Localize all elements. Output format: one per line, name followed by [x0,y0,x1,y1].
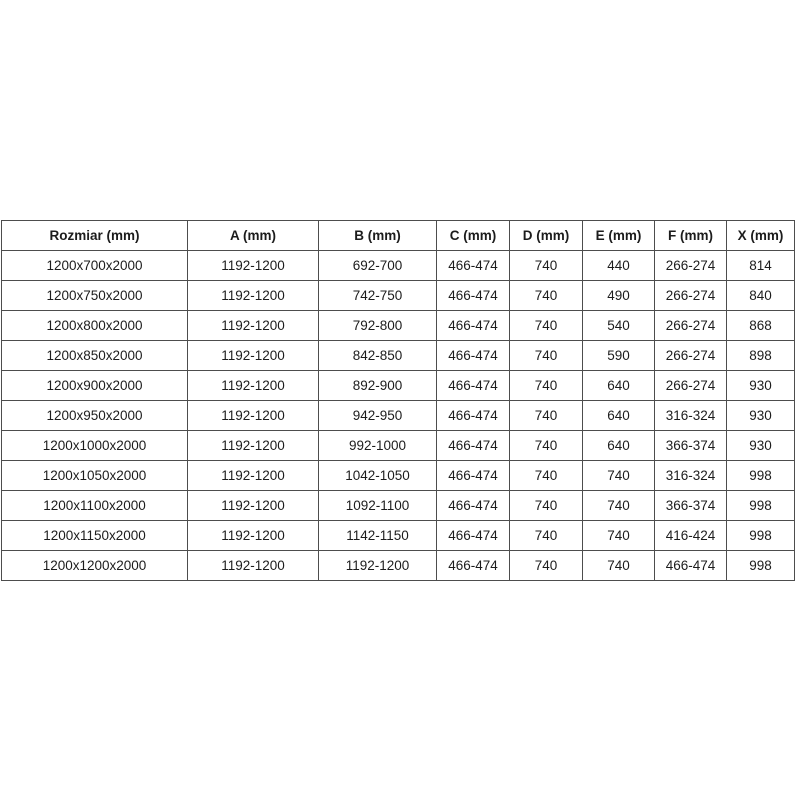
header-cell-x: X (mm) [727,221,795,251]
table-row [2,281,795,311]
table-cell: 540 [583,311,655,341]
table-cell: 1192-1200 [188,491,319,521]
table-cell: 1200x1100x2000 [2,491,188,521]
table-cell: 740 [510,251,583,281]
table-cell: 366-374 [655,491,727,521]
table-cell: 466-474 [655,551,727,581]
table-cell: 992-1000 [319,431,437,461]
table-cell: 740 [510,311,583,341]
table-cell: 740 [583,491,655,521]
table-cell: 740 [510,401,583,431]
table-row [2,431,795,461]
table-header-row [2,221,795,251]
table-cell: 266-274 [655,251,727,281]
table-cell: 316-324 [655,401,727,431]
table-cell: 1200x1050x2000 [2,461,188,491]
header-cell-b: B (mm) [319,221,437,251]
table-cell: 590 [583,341,655,371]
table-cell: 466-474 [437,551,510,581]
size-spec-table [1,220,795,581]
table-cell: 1200x1150x2000 [2,521,188,551]
table-cell: 466-474 [437,281,510,311]
table-cell: 1192-1200 [188,311,319,341]
table-cell: 366-374 [655,431,727,461]
table-cell: 740 [510,521,583,551]
table-cell: 1092-1100 [319,491,437,521]
table-cell: 440 [583,251,655,281]
table-cell: 998 [727,461,795,491]
table-cell: 740 [510,371,583,401]
table-row [2,251,795,281]
table-cell: 998 [727,491,795,521]
table-cell: 740 [510,341,583,371]
table-cell: 742-750 [319,281,437,311]
table-cell: 466-474 [437,311,510,341]
header-cell-f: F (mm) [655,221,727,251]
table-cell: 1200x1000x2000 [2,431,188,461]
table-row [2,371,795,401]
table-cell: 1192-1200 [188,371,319,401]
table-cell: 842-850 [319,341,437,371]
table-cell: 266-274 [655,281,727,311]
table-body [2,251,795,581]
table-cell: 416-424 [655,521,727,551]
table-cell: 1200x800x2000 [2,311,188,341]
table-cell: 1200x850x2000 [2,341,188,371]
table-row [2,551,795,581]
table-cell: 266-274 [655,341,727,371]
table-cell: 930 [727,431,795,461]
table-cell: 930 [727,401,795,431]
table-cell: 266-274 [655,371,727,401]
table-cell: 466-474 [437,521,510,551]
table-cell: 316-324 [655,461,727,491]
table-cell: 740 [510,281,583,311]
table-header [2,221,795,251]
table-cell: 740 [510,461,583,491]
table-cell: 1142-1150 [319,521,437,551]
header-cell-a: A (mm) [188,221,319,251]
table-cell: 1200x900x2000 [2,371,188,401]
table-cell: 898 [727,341,795,371]
table-cell: 942-950 [319,401,437,431]
header-cell-e: E (mm) [583,221,655,251]
table-cell: 490 [583,281,655,311]
table-row [2,311,795,341]
table-cell: 466-474 [437,401,510,431]
table-cell: 892-900 [319,371,437,401]
table-cell: 640 [583,401,655,431]
table-row [2,401,795,431]
table-cell: 740 [510,491,583,521]
table-cell: 740 [583,521,655,551]
table-cell: 1192-1200 [188,461,319,491]
table-cell: 466-474 [437,491,510,521]
table-cell: 998 [727,521,795,551]
header-cell-d: D (mm) [510,221,583,251]
table-cell: 868 [727,311,795,341]
table-cell: 740 [510,551,583,581]
table-cell: 1200x750x2000 [2,281,188,311]
table-cell: 998 [727,551,795,581]
table-cell: 466-474 [437,461,510,491]
table-cell: 1192-1200 [188,401,319,431]
table-cell: 1192-1200 [188,251,319,281]
table-cell: 466-474 [437,371,510,401]
table-cell: 1192-1200 [188,521,319,551]
table-cell: 814 [727,251,795,281]
table-cell: 1200x700x2000 [2,251,188,281]
table-cell: 692-700 [319,251,437,281]
table-cell: 930 [727,371,795,401]
table-cell: 640 [583,431,655,461]
table-row [2,521,795,551]
table-cell: 266-274 [655,311,727,341]
table-cell: 466-474 [437,341,510,371]
table-cell: 1200x1200x2000 [2,551,188,581]
table-cell: 1192-1200 [188,281,319,311]
table-cell: 1192-1200 [188,551,319,581]
table-row [2,341,795,371]
header-cell-rozmiar: Rozmiar (mm) [2,221,188,251]
table-cell: 792-800 [319,311,437,341]
header-cell-c: C (mm) [437,221,510,251]
table-row [2,491,795,521]
table-cell: 1192-1200 [188,341,319,371]
table-cell: 840 [727,281,795,311]
table-cell: 1192-1200 [188,431,319,461]
table-row [2,461,795,491]
table-cell: 1042-1050 [319,461,437,491]
table-cell: 740 [510,431,583,461]
table-cell: 466-474 [437,251,510,281]
table-cell: 740 [583,461,655,491]
table-cell: 1200x950x2000 [2,401,188,431]
table-cell: 1192-1200 [319,551,437,581]
table-cell: 640 [583,371,655,401]
table-cell: 740 [583,551,655,581]
table-cell: 466-474 [437,431,510,461]
